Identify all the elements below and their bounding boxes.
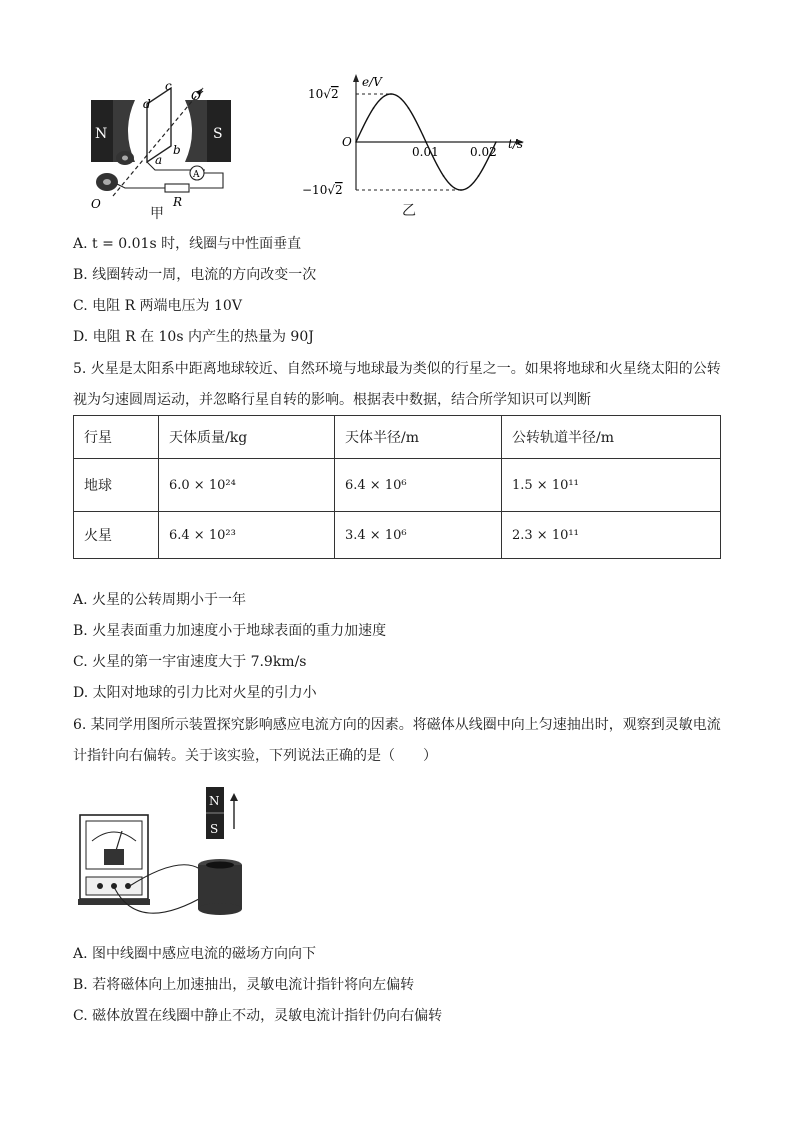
x-tick-label: 0.02 xyxy=(470,145,497,159)
table-cell: 6.4 × 10⁶ xyxy=(335,459,502,512)
magnet-s-label: S xyxy=(213,126,223,142)
coil-label-c: c xyxy=(165,79,172,93)
arrow-up-icon xyxy=(230,793,238,801)
coil-label-d: d xyxy=(143,97,151,111)
table-cell: 6.4 × 10²³ xyxy=(159,512,335,559)
resistor-label: R xyxy=(173,195,183,209)
q4-option-a: A. t = 0.01s 时，线圈与中性面垂直 xyxy=(73,236,302,252)
y-axis-label: e/V xyxy=(362,75,382,89)
y-tick-label: −10√2 xyxy=(302,183,343,197)
table-header-cell: 行星 xyxy=(74,416,159,459)
table-cell: 6.0 × 10²⁴ xyxy=(159,459,335,512)
emf-data-point xyxy=(478,175,480,177)
table-cell: 1.5 × 10¹¹ xyxy=(502,459,721,512)
planet-data-table xyxy=(73,415,721,559)
figure-emf-chart xyxy=(300,72,540,202)
origin-label: O xyxy=(342,135,352,149)
figure-induction-apparatus xyxy=(78,785,258,933)
emf-data-point xyxy=(425,141,427,143)
table-header-cell: 天体半径/m xyxy=(335,416,502,459)
table-header-row xyxy=(74,416,721,459)
table-header-cell: 公转轨道半径/m xyxy=(502,416,721,459)
emf-data-point xyxy=(443,175,445,177)
q6-option-c: C. 磁体放置在线圈中静止不动，灵敏电流计指针仍向右偏转 xyxy=(73,1008,443,1024)
q6-stem-line2: 计指针向右偏转。关于该实验，下列说法正确的是（ ） xyxy=(73,748,437,764)
q5-stem-line2: 视为匀速圆周运动，并忽略行星自转的影响。根据表中数据，结合所学知识可以判断 xyxy=(73,392,591,408)
table-row xyxy=(74,459,721,512)
q5-option-c: C. 火星的第一宇宙速度大于 7.9km/s xyxy=(73,654,307,670)
y-tick-label: 10√2 xyxy=(308,87,339,101)
q5-option-b: B. 火星表面重力加速度小于地球表面的重力加速度 xyxy=(73,623,387,639)
axis-label-o: O xyxy=(91,197,101,211)
bar-magnet-s-label: S xyxy=(210,822,219,836)
table-cell: 地球 xyxy=(74,459,159,512)
magnet-n-label: N xyxy=(95,126,108,142)
table-cell: 2.3 × 10¹¹ xyxy=(502,512,721,559)
emf-data-point xyxy=(390,93,392,95)
figure-generator-apparatus xyxy=(85,78,245,218)
emf-data-point xyxy=(373,107,375,109)
bar-magnet-n-label: N xyxy=(209,794,220,808)
emf-data-point xyxy=(408,107,410,109)
axis-label-o-prime: O′ xyxy=(191,89,204,103)
q4-option-b: B. 线圈转动一周，电流的方向改变一次 xyxy=(73,267,317,283)
q5-option-d: D. 太阳对地球的引力比对火星的引力小 xyxy=(73,685,317,701)
q5-stem-line1: 5. 火星是太阳系中距离地球较近、自然环境与地球最为类似的行星之一。如果将地球和火星绕太阳的公转 xyxy=(73,361,721,377)
figure-jia-caption: 甲 xyxy=(150,206,164,222)
q6-option-b: B. 若将磁体向上加速抽出，灵敏电流计指针将向左偏转 xyxy=(73,977,415,993)
x-axis-label: t/s xyxy=(508,137,524,151)
q6-stem-line1: 6. 某同学用图所示装置探究影响感应电流方向的因素。将磁体从线圈中向上匀速抽出时，观察到灵敏电流 xyxy=(73,717,721,733)
coil-label-b: b xyxy=(173,143,181,157)
q6-option-a: A. 图中线圈中感应电流的磁场方向向下 xyxy=(73,946,317,962)
coil-label-a: a xyxy=(155,153,163,167)
figure-yi-caption: 乙 xyxy=(402,203,416,219)
table-row xyxy=(74,512,721,559)
q4-option-d: D. 电阻 R 在 10s 内产生的热量为 90J xyxy=(73,329,314,345)
ammeter-label: A xyxy=(193,170,200,180)
emf-data-point xyxy=(495,141,497,143)
x-tick-label: 0.01 xyxy=(412,145,439,159)
q4-option-c: C. 电阻 R 两端电压为 10V xyxy=(73,298,242,314)
table-cell: 3.4 × 10⁶ xyxy=(335,512,502,559)
table-header-cell: 天体质量/kg xyxy=(159,416,335,459)
table-cell: 火星 xyxy=(74,512,159,559)
q5-option-a: A. 火星的公转周期小于一年 xyxy=(73,592,247,608)
emf-data-point xyxy=(355,141,357,143)
y-axis-arrow xyxy=(353,74,359,82)
emf-data-point xyxy=(460,189,462,191)
